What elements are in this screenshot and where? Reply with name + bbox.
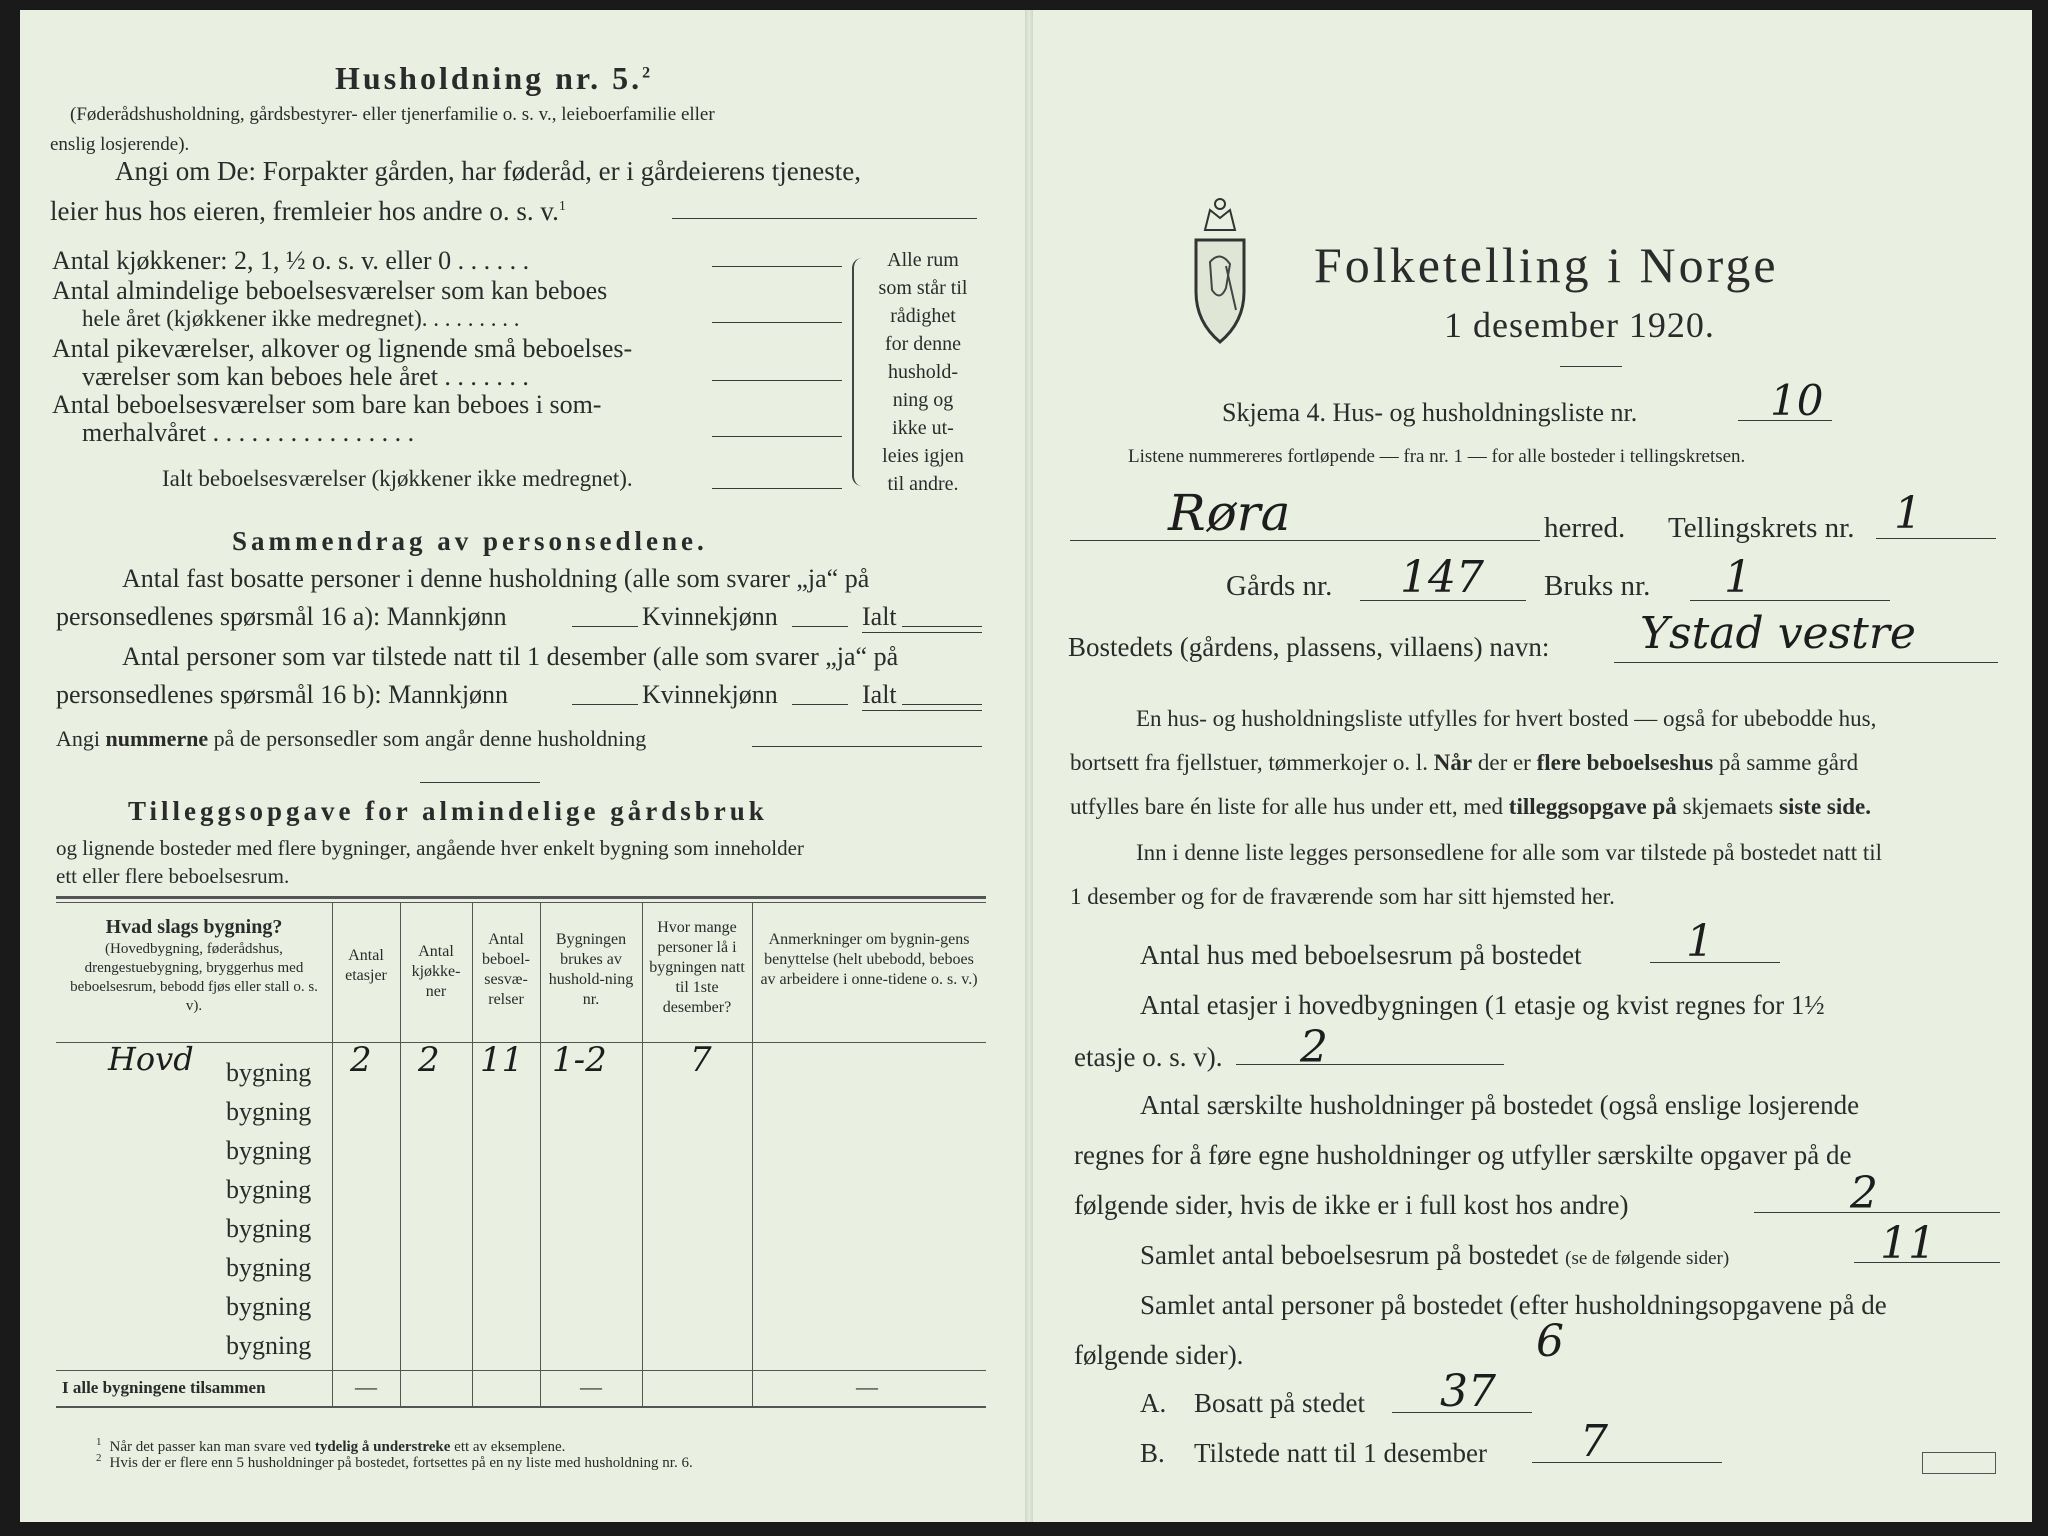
- table-row-label: bygning: [226, 1331, 312, 1360]
- printer-stamp: [1922, 1452, 1996, 1474]
- footnote-1-bold: tydelig å understreke: [314, 1439, 451, 1455]
- houses-line: [1650, 962, 1780, 963]
- floors-label: Antal etasjer i hovedbygningen (1 etasje og kvist regnes for 1½: [1140, 990, 1825, 1020]
- floors-value: 2: [1300, 1022, 1328, 1073]
- table-col-divider: [400, 902, 401, 1406]
- row-household-value: 1-2: [552, 1040, 607, 1080]
- norway-coat-of-arms-icon: [1190, 192, 1250, 344]
- present-total-label: Ialt: [862, 680, 897, 709]
- instructions-3-pre: utfylles bare én liste for alle hus under ett, med: [1070, 794, 1504, 819]
- footnote-2: [96, 1452, 693, 1472]
- summary-title: Sammendrag av personsedlene.: [232, 526, 708, 556]
- instructions-2-bold-1: Når: [1433, 750, 1473, 775]
- numbering-note: Listene nummereres fortløpende — fra nr. 1 — for alle bosteder i tellingskretsen.: [1128, 446, 1746, 467]
- households-label-3: følgende sider, hvis de ikke er i full kost hos andre): [1074, 1190, 1629, 1220]
- houses-label: Antal hus med beboelsesrum på bostedet: [1140, 940, 1582, 970]
- instructions-1: En hus- og husholdningsliste utfylles for hvert bosted — også for ubebodde hus,: [1136, 706, 1877, 731]
- resident-question: Antal fast bosatte personer i denne husholdning (alle som svarer „ja“ på: [122, 564, 870, 593]
- side-note-line: for denne: [884, 333, 962, 355]
- instructions-3-mid: skjemaets: [1682, 794, 1774, 819]
- person-numbers-line: [752, 746, 982, 747]
- household-title: [335, 60, 653, 97]
- farm-number-label: Gårds nr.: [1226, 570, 1333, 602]
- row-persons-value: 7: [690, 1040, 712, 1080]
- row-rooms-value: 11: [480, 1040, 524, 1080]
- question-tenure-2: [50, 196, 566, 227]
- residence-name-label: Bostedets (gårdens, plassens, villaens) navn:: [1068, 632, 1550, 662]
- footnote-1-number: 1: [96, 1436, 102, 1448]
- summary-divider: [420, 782, 540, 783]
- resident-female-line: [792, 626, 848, 627]
- resident-a-text: Bosatt på stedet: [1194, 1388, 1365, 1418]
- present-total-line: [902, 704, 982, 705]
- total-persons-label: Samlet antal personer på bostedet (efter husholdningsopgavene på de: [1140, 1290, 1887, 1320]
- side-note-line: til andre.: [887, 473, 959, 495]
- table-row-label: bygning: [226, 1175, 312, 1204]
- present-male-label: personsedlenes spørsmål 16 b): Mannkjønn: [56, 680, 509, 709]
- kitchens-answer-line: [712, 266, 842, 267]
- resident-a-value: 37: [1440, 1366, 1496, 1417]
- resident-male-line: [572, 626, 638, 627]
- col-header-rooms: Antal beboel-sesvæ-relser: [482, 931, 530, 1008]
- side-note-line: som står til: [878, 277, 968, 299]
- present-female-line: [792, 704, 848, 705]
- households-value: 2: [1850, 1168, 1878, 1219]
- footnote-2-number: 2: [96, 1452, 102, 1464]
- total-rooms-value: 11: [1880, 1218, 1936, 1269]
- municipality-value: Røra: [1168, 484, 1291, 542]
- side-note-line: ikke ut-: [892, 417, 954, 439]
- row-floors-value: 2: [350, 1040, 372, 1080]
- total-rooms-line: [712, 488, 842, 489]
- household-subtitle-2: enslig losjerende).: [50, 134, 190, 155]
- resident-total-line: [902, 626, 982, 627]
- question-tenure: Angi om De: Forpakter gården, har føderåd, er i gårdeierens tjeneste,: [115, 156, 861, 186]
- district-label: Tellingskrets nr.: [1668, 512, 1855, 544]
- table-col-divider: [752, 902, 753, 1406]
- instructions-2: [1070, 750, 1858, 776]
- person-numbers-bold: nummerne: [105, 726, 209, 751]
- present-b-line: [1532, 1462, 1722, 1463]
- residence-name-line: [1614, 662, 1998, 663]
- col-header-remarks: Anmerkninger om bygnin-gens benyttelse (helt ubebodd, beboes av arbeidere i onne-tidene o. s. v.): [760, 931, 978, 988]
- resident-total-label: Ialt: [862, 602, 897, 631]
- table-top-rule: [56, 896, 986, 899]
- tenure-answer-line: [672, 218, 977, 219]
- resident-a-label: A.: [1140, 1388, 1167, 1418]
- col-header-persons: Hvor mange personer lå i bygningen natt til 1ste desember?: [649, 919, 745, 1016]
- instructions-2-pre: bortsett fra fjellstuer, tømmerkojer o. l.: [1070, 750, 1429, 775]
- footnote-2-text: Hvis der er flere enn 5 husholdninger på bostedet, fortsettes på en ny liste med husholdning nr. 6.: [109, 1455, 693, 1471]
- col-header-building-desc: (Hovedbygning, føderådshus, drengestuebygning, bryggerhus med beboelsesrum, bebodd fjøs eller stall o. s. v).: [70, 941, 318, 1014]
- summer-rooms-label-2: merhalvåret . . . . . . . . . . . . . . . .: [82, 418, 415, 447]
- total-rooms-label: Ialt beboelsesværelser (kjøkkener ikke medregnet).: [162, 466, 633, 491]
- houses-value: 1: [1686, 916, 1714, 967]
- question-tenure-2-sup: 1: [558, 199, 566, 214]
- kitchens-label: Antal kjøkkener: 2, 1, ½ o. s. v. eller 0 . . . . . .: [52, 246, 530, 275]
- person-numbers-label: [56, 726, 646, 752]
- side-note: [868, 246, 978, 498]
- residence-name-value: Ystad vestre: [1640, 608, 1916, 659]
- row-building-name: Hovd: [108, 1040, 194, 1078]
- resident-a-line: [1392, 1412, 1532, 1413]
- side-note-line: ning og: [892, 389, 954, 411]
- household-title-text: Husholdning nr. 5.: [335, 60, 643, 96]
- census-date: 1 desember 1920.: [1444, 305, 1715, 345]
- table-row-label: bygning: [226, 1136, 312, 1165]
- small-rooms-label: Antal pikeværelser, alkover og lignende små beboelses-: [52, 334, 633, 363]
- extra-title: Tilleggsopgave for almindelige gårdsbruk: [128, 796, 768, 826]
- summer-rooms-label: Antal beboelsesværelser som bare kan beboes i som-: [52, 390, 602, 419]
- footnote-1-post: ett av eksemplene.: [454, 1439, 566, 1455]
- table-col-divider: [642, 902, 643, 1406]
- table-total-label: I alle bygningene tilsammen: [62, 1378, 266, 1397]
- rooms-yearround-label-2: hele året (kjøkkener ikke medregnet). . . . . . . . .: [82, 306, 520, 331]
- instructions-5: 1 desember og for de fraværende som har sitt hjemsted her.: [1070, 884, 1615, 909]
- instructions-2-post: på samme gård: [1718, 750, 1859, 775]
- col-header-floors: Antal etasjer: [345, 947, 387, 984]
- resident-female-label: Kvinnekjønn: [642, 602, 778, 631]
- col-header-kitchens: Antal kjøkke-ner: [411, 943, 461, 1000]
- table-bottom-rule: [56, 1406, 986, 1408]
- table-row-label: bygning: [226, 1253, 312, 1282]
- side-note-line: hushold-: [888, 361, 958, 383]
- side-note-line: rådighet: [890, 305, 956, 327]
- col-header-building-title: Hvad slags bygning?: [105, 916, 283, 938]
- side-bracket: [852, 258, 868, 486]
- instructions-3-bold-1: tilleggsopgave på: [1508, 794, 1677, 819]
- holding-number-value: 1: [1724, 552, 1752, 603]
- small-rooms-label-2: værelser som kan beboes hele året . . . . . . .: [82, 362, 529, 391]
- instructions-4: Inn i denne liste legges personsedlene for alle som var tilstede på bostedet natt til: [1136, 840, 1883, 865]
- table-col-divider: [540, 902, 541, 1406]
- side-note-line: leies igjen: [882, 445, 964, 467]
- floors-label-2: etasje o. s. v).: [1074, 1042, 1223, 1072]
- table-top-rule-2: [56, 902, 986, 903]
- col-header-building-type: [60, 914, 328, 1016]
- households-label-2: regnes for å føre egne husholdninger og utfyller særskilte opgaver på de: [1074, 1140, 1852, 1170]
- footnote-1-pre: Når det passer kan man svare ved: [109, 1439, 312, 1455]
- total-persons-value: 6: [1536, 1316, 1564, 1367]
- rooms-yearround-label: Antal almindelige beboelsesværelser som kan beboes: [52, 276, 608, 305]
- present-question: Antal personer som var tilstede natt til 1 desember (alle som svarer „ja“ på: [122, 642, 899, 671]
- present-b-value: 7: [1580, 1416, 1608, 1467]
- total-rooms-text: Samlet antal beboelsesrum på bostedet: [1140, 1240, 1559, 1270]
- total-rooms-hint: (se de følgende sider): [1565, 1248, 1730, 1269]
- floors-line: [1236, 1064, 1504, 1065]
- total-persons-label-2: følgende sider).: [1074, 1340, 1244, 1370]
- schema-label: Skjema 4. Hus- og husholdningsliste nr.: [1222, 398, 1638, 427]
- municipality-line: [1070, 540, 1540, 541]
- census-title: Folketelling i Norge: [1314, 237, 1779, 293]
- row-kitchens-value: 2: [418, 1040, 440, 1080]
- side-note-line: Alle rum: [887, 249, 959, 271]
- holding-number-line: [1690, 600, 1890, 601]
- page-fold: [1025, 10, 1033, 1522]
- total-household-dash: —: [580, 1374, 602, 1399]
- present-b-label: B.: [1140, 1438, 1165, 1468]
- summer-rooms-line: [712, 436, 842, 437]
- total-floors-dash: —: [355, 1374, 377, 1399]
- district-line: [1876, 538, 1996, 539]
- instructions-2-bold-2: flere beboelseshus: [1536, 750, 1714, 775]
- col-header-household: Bygningen brukes av hushold-ning nr.: [548, 931, 634, 1008]
- extra-description-2: ett eller flere beboelsesrum.: [56, 864, 290, 888]
- title-divider: [1560, 366, 1622, 367]
- table-col-divider: [472, 902, 473, 1406]
- present-female-label: Kvinnekjønn: [642, 680, 778, 709]
- rooms-yearround-line: [712, 322, 842, 323]
- list-number-value: 10: [1770, 376, 1824, 425]
- total-rooms-label-right: [1140, 1240, 1729, 1271]
- instructions-3: [1070, 794, 1871, 820]
- table-row-label: bygning: [226, 1214, 312, 1243]
- households-line: [1754, 1212, 2000, 1213]
- total-rooms-line-right: [1854, 1262, 2000, 1263]
- person-numbers-pre: Angi: [56, 726, 100, 751]
- household-subtitle: (Føderådshusholdning, gårdsbestyrer- eller tjenerfamilie o. s. v., leieboerfamilie eller: [70, 104, 715, 125]
- present-b-text: Tilstede natt til 1 desember: [1194, 1438, 1487, 1468]
- total-remarks-dash: —: [856, 1374, 878, 1399]
- person-numbers-post: på de personsedler som angår denne husholdning: [213, 726, 647, 751]
- farm-number-line: [1360, 600, 1526, 601]
- household-title-sup: 2: [642, 64, 654, 82]
- table-total-rule: [56, 1370, 986, 1371]
- farm-number-value: 147: [1400, 552, 1484, 603]
- extra-description: og lignende bosteder med flere bygninger, angående hver enkelt bygning som inneholder: [56, 836, 804, 860]
- instructions-2-mid: der er: [1477, 750, 1531, 775]
- resident-total-line-2: [862, 632, 982, 633]
- holding-number-label: Bruks nr.: [1544, 570, 1651, 602]
- present-male-line: [572, 704, 638, 705]
- district-value: 1: [1894, 488, 1922, 539]
- row-building-label: bygning: [226, 1058, 312, 1087]
- households-label: Antal særskilte husholdninger på bostedet (også enslige losjerende: [1140, 1090, 1860, 1120]
- question-tenure-2-text: leier hus hos eieren, fremleier hos andre o. s. v.: [50, 196, 559, 226]
- small-rooms-line: [712, 380, 842, 381]
- municipality-label: herred.: [1544, 512, 1626, 544]
- table-row-label: bygning: [226, 1292, 312, 1321]
- resident-male-label: personsedlenes spørsmål 16 a): Mannkjønn: [56, 602, 507, 631]
- table-row-label: bygning: [226, 1097, 312, 1126]
- list-number-line: [1738, 420, 1832, 421]
- instructions-3-bold-2: siste side.: [1779, 794, 1872, 819]
- present-total-line-2: [862, 710, 982, 711]
- table-col-divider: [332, 902, 333, 1406]
